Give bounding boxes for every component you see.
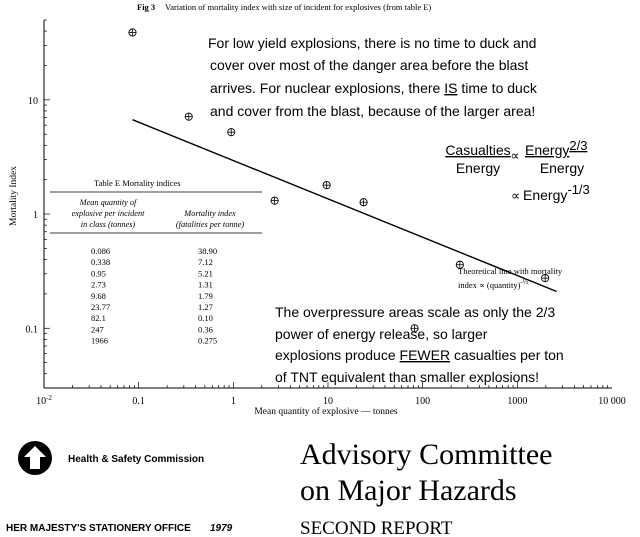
- table-cell-quantity: 0.338: [91, 257, 111, 268]
- table-cell-mortality: 38.90: [198, 246, 218, 256]
- data-point: [323, 182, 330, 189]
- commission-name: Health & Safety Commission: [68, 454, 205, 465]
- x-axis-label: Mean quantity of explosive — tonnes: [254, 407, 398, 417]
- top-annotation: [208, 35, 538, 119]
- bottom-text-line-2: power of energy release, so larger: [275, 326, 488, 342]
- table-body: [91, 246, 217, 346]
- fig-title: Variation of mortality index with size of incident for explosives (from table E): [165, 2, 432, 12]
- table-col1-header-2: explosive per incident: [71, 209, 145, 218]
- x-tick-labels: [36, 394, 626, 407]
- report-title: SECOND REPORT: [300, 518, 453, 537]
- data-point: [271, 197, 278, 204]
- x-tick-label-base: 0.1: [132, 396, 145, 407]
- x-tick-label-base: 1000: [507, 396, 528, 407]
- table-col1-header-3: in class (tonnes): [80, 220, 136, 229]
- fig-label: Fig 3: [137, 2, 156, 12]
- x-tick-label: [415, 396, 430, 407]
- y-tick-label: 1: [33, 210, 38, 222]
- committee-title-line-1: Advisory Committee: [300, 438, 553, 471]
- table-cell-mortality: 0.10: [198, 313, 213, 324]
- x-tick-label: [323, 396, 333, 407]
- bottom-text-emphasis: FEWER: [399, 347, 451, 363]
- top-text-line-3a: arrives. For nuclear explosions, there: [210, 80, 445, 96]
- formula-proportional-1: ∝: [510, 148, 520, 163]
- data-point: [228, 129, 235, 136]
- table-col2-header-2: (fatalities per tonne): [175, 220, 245, 229]
- publication-year: 1979: [210, 523, 233, 534]
- table-cell-quantity: 23.77: [91, 302, 111, 312]
- data-point: [129, 29, 136, 36]
- top-text-line-4: and cover from the blast, because of the larger area!: [210, 103, 536, 119]
- table-cell-quantity: 0.086: [91, 246, 111, 256]
- data-point: [185, 113, 192, 120]
- formula-energy-result: [523, 182, 590, 203]
- formula-proportional-2: ∝: [511, 188, 521, 203]
- table-cell-mortality: 1.31: [198, 279, 213, 290]
- top-text-line-1: For low yield explosions, there is no time to duck and: [208, 35, 537, 51]
- formula-energy-numerator-base: Energy: [525, 142, 570, 158]
- hsc-logo: [18, 441, 52, 475]
- formula-energy-denominator-2: Energy: [539, 160, 585, 176]
- table-col2-header-1: Mortality index: [184, 209, 236, 218]
- committee-title-line-2: on Major Hazards: [300, 474, 517, 507]
- x-tick-label: [36, 394, 52, 407]
- table-cell-quantity: 9.68: [91, 290, 106, 301]
- x-tick-label-base: 10: [36, 396, 47, 407]
- y-tick-label: 10: [28, 95, 38, 107]
- formula-exp-two-thirds: 2/3: [569, 138, 588, 153]
- y-tick-label: 0.1: [25, 324, 38, 336]
- y-tick-labels: [26, 96, 39, 335]
- bottom-text-line-3b: casualties per ton: [450, 347, 564, 363]
- trend-label-exponent: -⅓: [520, 278, 528, 286]
- top-text-line-3: [210, 80, 538, 96]
- table-cell-quantity: 82.1: [91, 313, 106, 324]
- bottom-text-line-4: of TNT equivalent than smaller explosions!: [275, 369, 540, 385]
- x-tick-label-base: 100: [415, 396, 431, 407]
- top-text-line-2: cover over most of the danger area before the blast: [210, 57, 529, 73]
- table-cell-quantity: 0.95: [91, 268, 106, 279]
- x-tick-label: [507, 396, 527, 407]
- x-tick-label-base: 10 000: [598, 396, 626, 407]
- trend-label-line-1: Theoretical line with mortality: [458, 266, 563, 276]
- table-cell-mortality: 5.21: [198, 268, 213, 279]
- data-point: [360, 199, 367, 206]
- formula-energy-result-base: Energy: [523, 187, 568, 203]
- bottom-text-line-1: The overpressure areas scale as only the 2/3: [275, 304, 556, 320]
- bottom-text-line-3: [275, 347, 564, 363]
- y-axis-label: Mortality Index: [9, 166, 19, 226]
- x-tick-label-base: 10: [323, 396, 333, 407]
- x-tick-label: [132, 396, 145, 407]
- bottom-annotation: [275, 304, 564, 385]
- top-text-emphasis: IS: [444, 80, 458, 96]
- trend-label-line-2: [458, 278, 528, 290]
- formula-energy-denominator: Energy: [455, 160, 501, 176]
- x-tick-label-base: 1: [230, 396, 236, 407]
- table-cell-mortality: 0.36: [198, 324, 213, 335]
- x-tick-label: [231, 396, 236, 407]
- table-cell-mortality: 1.79: [198, 290, 213, 301]
- table-col1-header-1: Mean quantity of: [79, 198, 137, 207]
- table-e: [50, 178, 262, 346]
- publisher: HER MAJESTY'S STATIONERY OFFICE: [6, 523, 191, 534]
- table-cell-quantity: 2.73: [91, 279, 106, 290]
- bottom-text-line-3a: explosions produce: [275, 347, 400, 363]
- x-tick-label-exponent: -2: [46, 394, 52, 402]
- formula-casualties: Casualties: [445, 142, 511, 158]
- table-title: Table E Mortality indices: [94, 178, 181, 188]
- formula-energy-numerator: [525, 138, 587, 158]
- table-cell-mortality: 1.27: [198, 302, 213, 312]
- table-cell-quantity: 247: [91, 324, 104, 335]
- x-tick-label: [598, 396, 626, 407]
- table-cell-mortality: 7.12: [198, 257, 213, 268]
- trend-label-line-2-base: index ∝ (quantity): [458, 280, 521, 290]
- formula-exp-neg-third: -1/3: [567, 182, 590, 197]
- energy-formula: [445, 138, 589, 203]
- table-cell-quantity: 1966: [91, 335, 108, 346]
- top-text-line-3b: time to duck: [457, 80, 537, 96]
- table-cell-mortality: 0.275: [198, 335, 218, 346]
